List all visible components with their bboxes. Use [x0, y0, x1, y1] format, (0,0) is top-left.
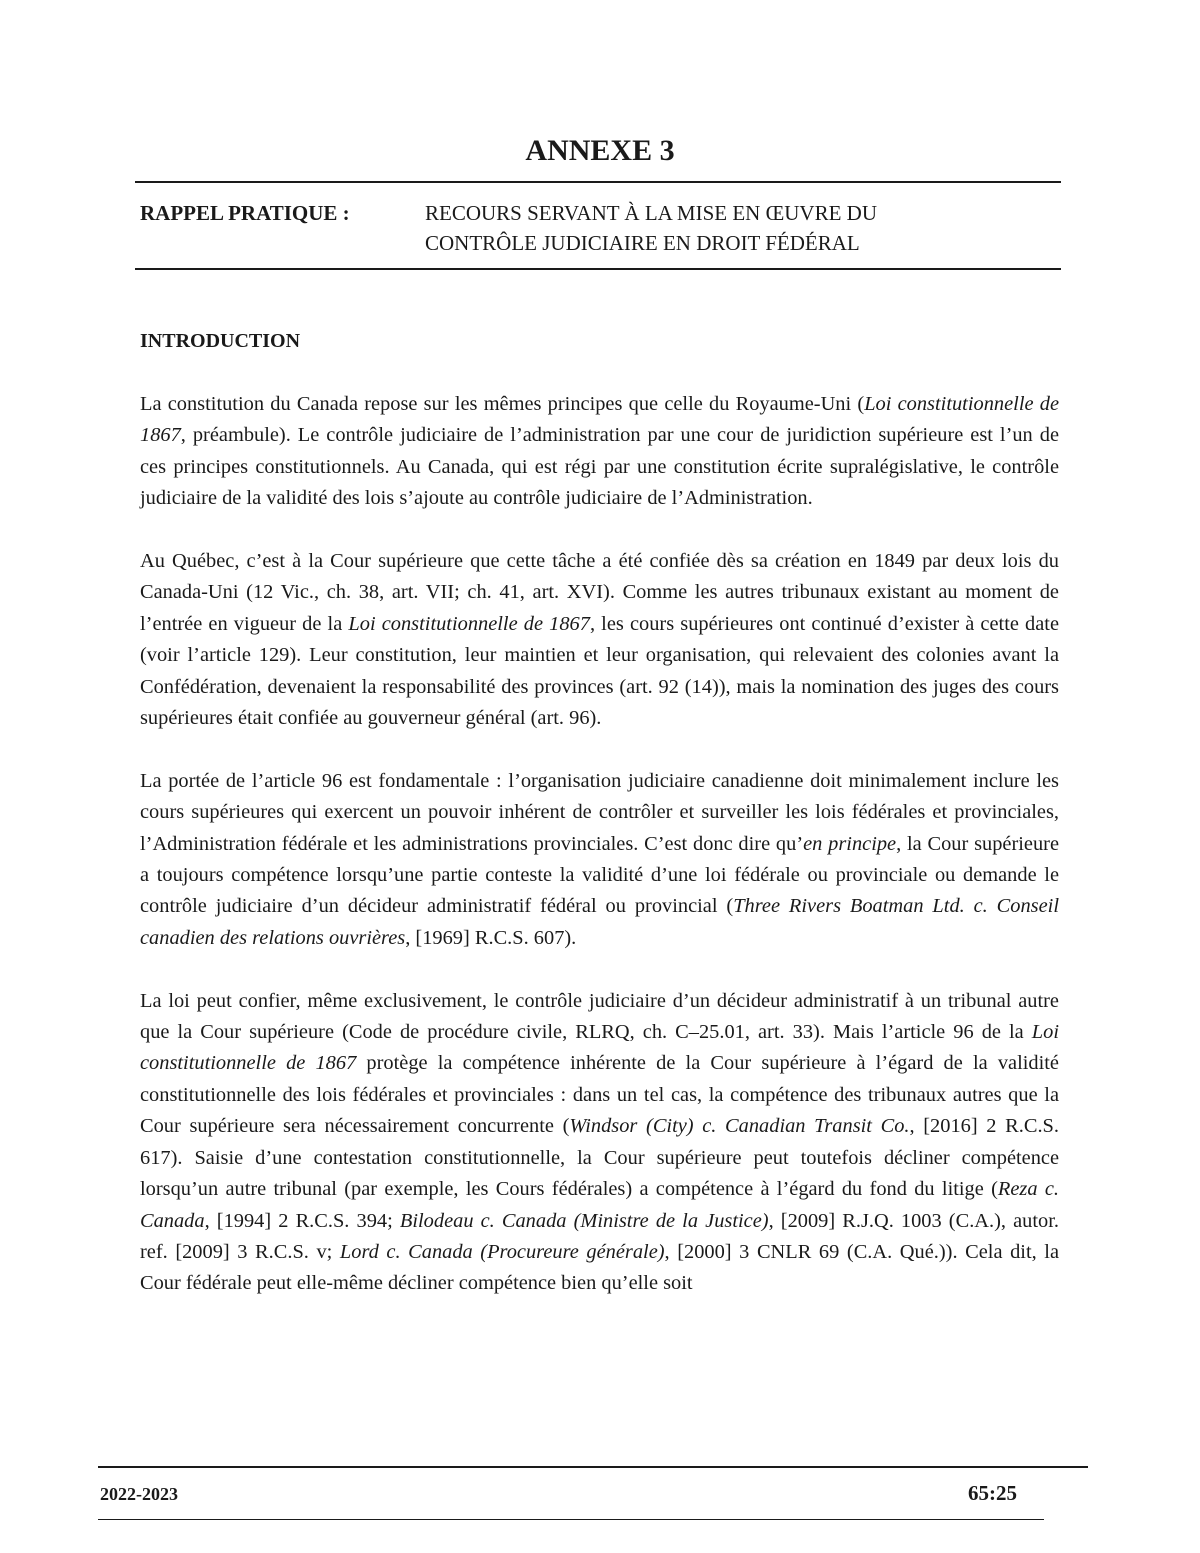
italic-citation: en principe: [803, 832, 897, 855]
body-paragraph: [140, 766, 1059, 954]
italic-citation: Three Rivers Boatman Ltd. c. Conseil canadien des relations ouvrières: [140, 895, 1059, 949]
heading-bottom-rule: [135, 268, 1061, 270]
paragraph-text: , [2000] 3 CNLR 69 (C.A. Qué.)). Cela dit, la Cour fédérale peut elle-même décliner compétence bien qu’elle soit: [140, 1240, 1060, 1295]
body-paragraph: [140, 986, 1059, 1300]
body-paragraph: [140, 546, 1059, 734]
footer-bottom-rule: [98, 1519, 1044, 1520]
italic-citation: Loi constitutionnelle de 1867: [348, 612, 590, 635]
paragraph-text: , [1969] R.C.S. 607).: [405, 926, 577, 949]
page-number: 65:25: [968, 1481, 1017, 1505]
italic-citation: Loi constitutionnelle de 1867: [140, 1021, 1059, 1075]
footer-year: 2022-2023: [100, 1484, 178, 1504]
paragraph-text: , les cours supérieures ont continué d’exister à cette date (voir l’article 129). Leur constitution, leur maintien et leur organisation, qui relevaient des colonies avant la Confédération, devenaient la responsabilité des provinces (art. 92 (14)), mais la nomination des juges des cours supérieures était confiée au gouverneur général (art. 96).: [140, 612, 1059, 730]
italic-citation: Loi constitutionnelle de 1867: [140, 393, 1060, 447]
paragraph-text: La portée de l’article 96 est fondamentale : l’organisation judiciaire canadienne doit minimalement inclure les cours supérieures qui exercent un pouvoir inhérent de contrôler et surveiller les lois fédérales et provinciales, l’Administration fédérale et les administrations provinciales. C’est donc dire qu’: [140, 769, 1059, 855]
italic-citation: Reza c. Canada: [140, 1178, 1059, 1232]
annex-title: ANNEXE 3: [525, 134, 675, 167]
heading-label: RAPPEL PRATIQUE :: [140, 201, 350, 225]
heading-top-rule: [135, 181, 1061, 183]
heading-subject-line-1: RECOURS SERVANT À LA MISE EN ŒUVRE DU: [425, 201, 878, 225]
heading-subject: [425, 198, 1065, 258]
paragraph-text: protège la compétence inhérente de la Cour supérieure à l’égard de la validité constitutionnelle des lois fédérales et provinciales : dans un tel cas, la compétence des tribunaux autres que la Cour supérieure sera nécessairement concurrente (: [140, 1052, 1059, 1138]
paragraph-text: La loi peut confier, même exclusivement, le contrôle judiciaire d’un décideur administratif à un tribunal autre que la Cour supérieure (Code de procédure civile, RLRQ, ch. C–25.01, art. 33). Mais l’article 96 de la: [140, 989, 1059, 1044]
paragraph-text: Au Québec, c’est à la Cour supérieure que cette tâche a été confiée dès sa création en 1849 par deux lois du Canada-Uni (12 Vic., ch. 38, art. VII; ch. 41, art. XVI). Comme les autres tribunaux existant au moment de l’entrée en vigueur de la: [140, 550, 1059, 635]
italic-citation: Lord c. Canada (Procureure générale): [339, 1240, 665, 1263]
paragraph-text: , [2016] 2 R.C.S. 617). Saisie d’une contestation constitutionnelle, la Cour supérieure peut toutefois décliner compétence lorsqu’un autre tribunal (par exemple, les Cours fédérales) a compétence à l’égard du fond du litige (: [140, 1115, 1059, 1201]
section-title: INTRODUCTION: [140, 330, 301, 352]
body-text: [140, 389, 1059, 1331]
italic-citation: Bilodeau c. Canada (Ministre de la Justice): [399, 1209, 769, 1232]
paragraph-text: , la Cour supérieure a toujours compétence lorsqu’une partie conteste la validité d’une loi fédérale ou provinciale ou demande le contrôle judiciaire d’un décideur administratif fédéral ou provincial (: [140, 832, 1059, 918]
paragraph-text: La constitution du Canada repose sur les mêmes principes que celle du Royaume-Uni (: [140, 393, 865, 415]
heading-subject-line-2: CONTRÔLE JUDICIAIRE EN DROIT FÉDÉRAL: [425, 231, 860, 255]
body-paragraph: [140, 389, 1059, 515]
paragraph-text: , [1994] 2 R.C.S. 394;: [204, 1209, 400, 1232]
paragraph-text: , [2009] R.J.Q. 1003 (C.A.), autor. ref. [2009] 3 R.C.S. v;: [140, 1209, 1059, 1263]
footer-top-rule: [98, 1466, 1088, 1468]
paragraph-text: , préambule). Le contrôle judiciaire de l’administration par une cour de juridiction supérieure est l’un de ces principes constitutionnels. Au Canada, qui est régi par une constitution écrite supralégislative, le contrôle judiciaire de la validité des lois s’ajoute au contrôle judiciaire de l’Administration.: [140, 424, 1059, 510]
italic-citation: Windsor (City) c. Canadian Transit Co.: [569, 1115, 910, 1138]
